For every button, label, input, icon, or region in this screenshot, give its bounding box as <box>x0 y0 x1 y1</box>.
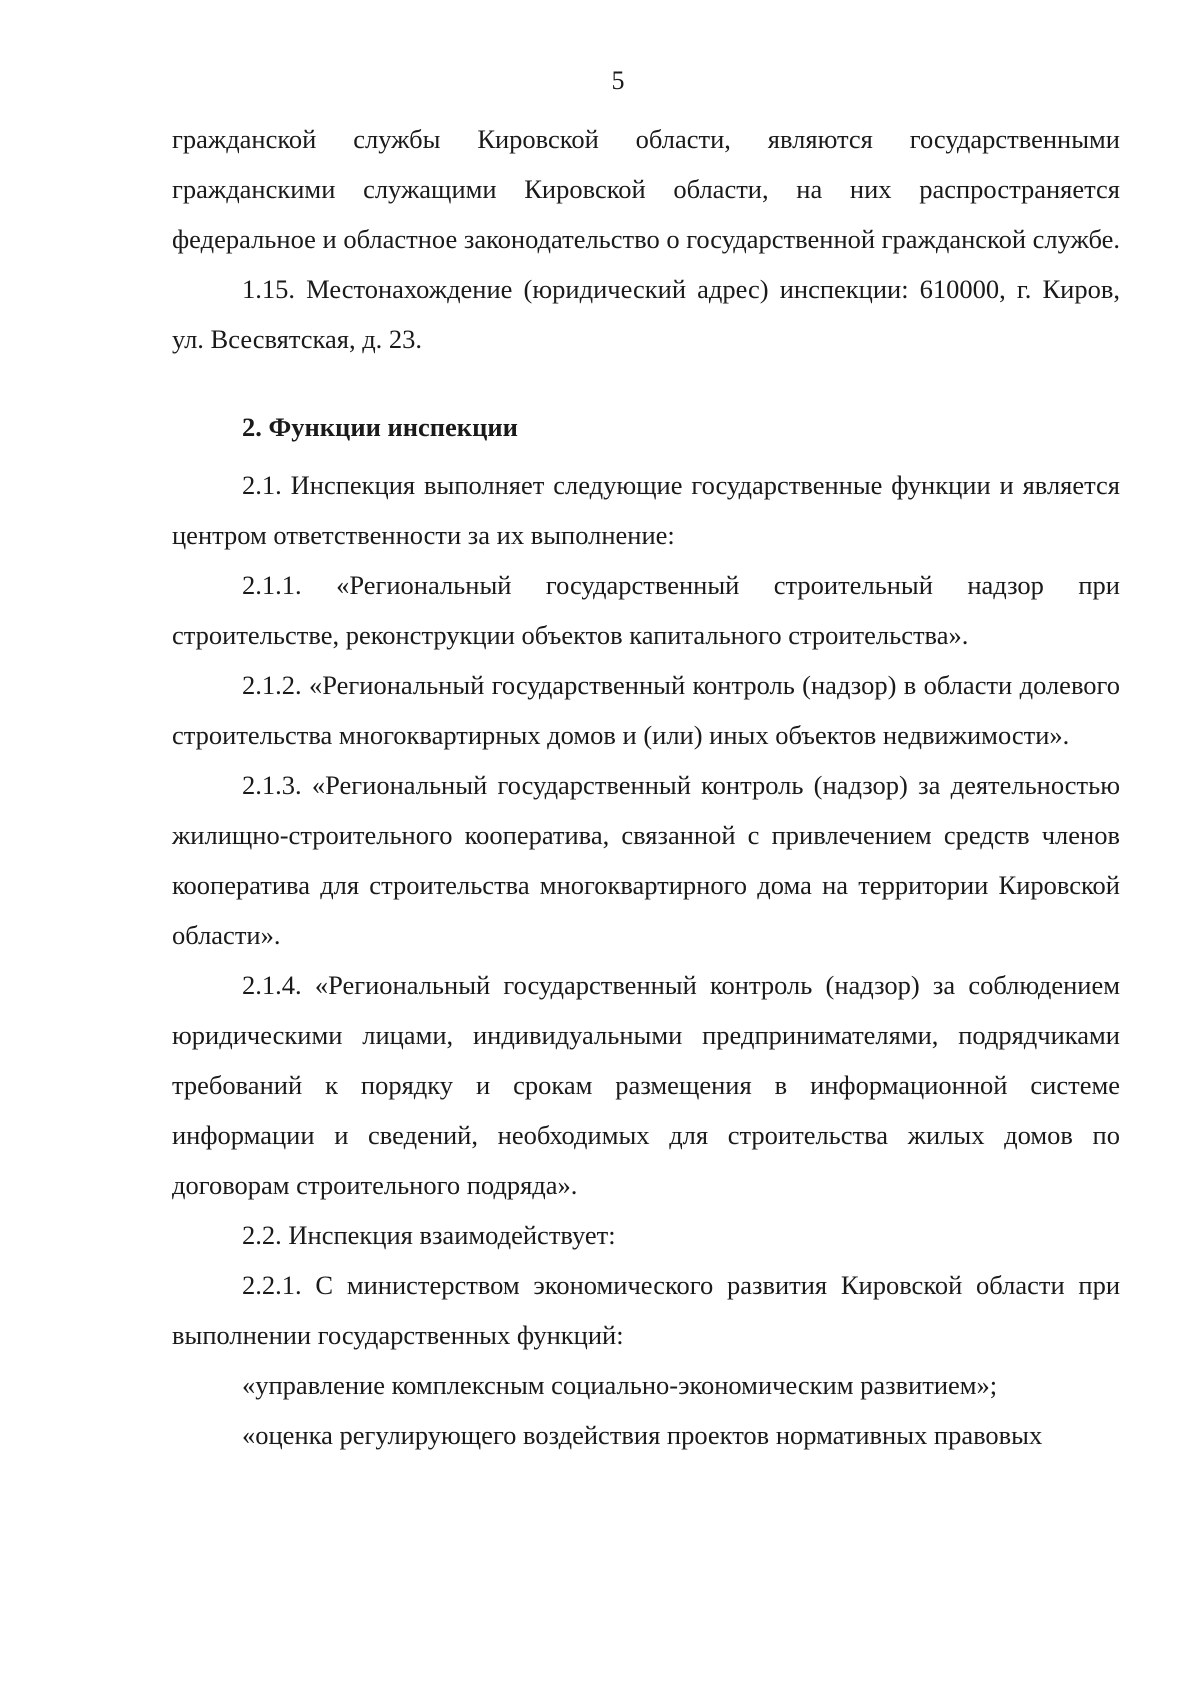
paragraph-2-2: 2.2. Инспекция взаимодействует: <box>242 1220 616 1250</box>
paragraph-2-2-1: 2.2.1. С министерством экономического развития Кировской области при выполнении государственных функций: <box>172 1270 1120 1350</box>
paragraph-1-15-address: 1.15. Местонахождение (юридический адрес) инспекции: 610000, г. Киров, ул. Всесвятская, д. 23. <box>172 274 1120 354</box>
document-body <box>172 114 1120 1460</box>
paragraph-2-1: 2.1. Инспекция выполняет следующие государственные функции и является центром ответственности за их выполнение: <box>172 470 1120 550</box>
paragraph-function-assessment: «оценка регулирующего воздействия проектов нормативных правовых <box>242 1420 1043 1450</box>
paragraph-2-1-2: 2.1.2. «Региональный государственный контроль (надзор) в области долевого строительства многоквартирных домов и (или) иных объектов недвижимости». <box>172 670 1120 750</box>
paragraph-function-management: «управление комплексным социально-экономическим развитием»; <box>242 1370 998 1400</box>
paragraph-civil-service: гражданской службы Кировской области, являются государственными гражданскими служащими Кировской области, на них распространяется федеральное и областное законодательство о государственной гражданской службе. <box>172 124 1121 254</box>
paragraph-2-1-1: 2.1.1. «Региональный государственный строительный надзор при строительстве, реконструкции объектов капитального строительства». <box>172 570 1120 650</box>
page-number: 5 <box>611 66 625 95</box>
section-heading-functions: 2. Функции инспекции <box>242 412 518 442</box>
paragraph-2-1-3: 2.1.3. «Региональный государственный контроль (надзор) за деятельностью жилищно-строительного кооператива, связанной с привлечением средств членов кооператива для строительства многоквартирного дома на территории Кировской области». <box>172 770 1120 950</box>
paragraph-2-1-4: 2.1.4. «Региональный государственный контроль (надзор) за соблюдением юридическими лицами, индивидуальными предпринимателями, подрядчиками требований к порядку и срокам размещения в информационной системе информации и сведений, необходимых для строительства жилых домов по договорам строительного подряда». <box>172 970 1120 1200</box>
